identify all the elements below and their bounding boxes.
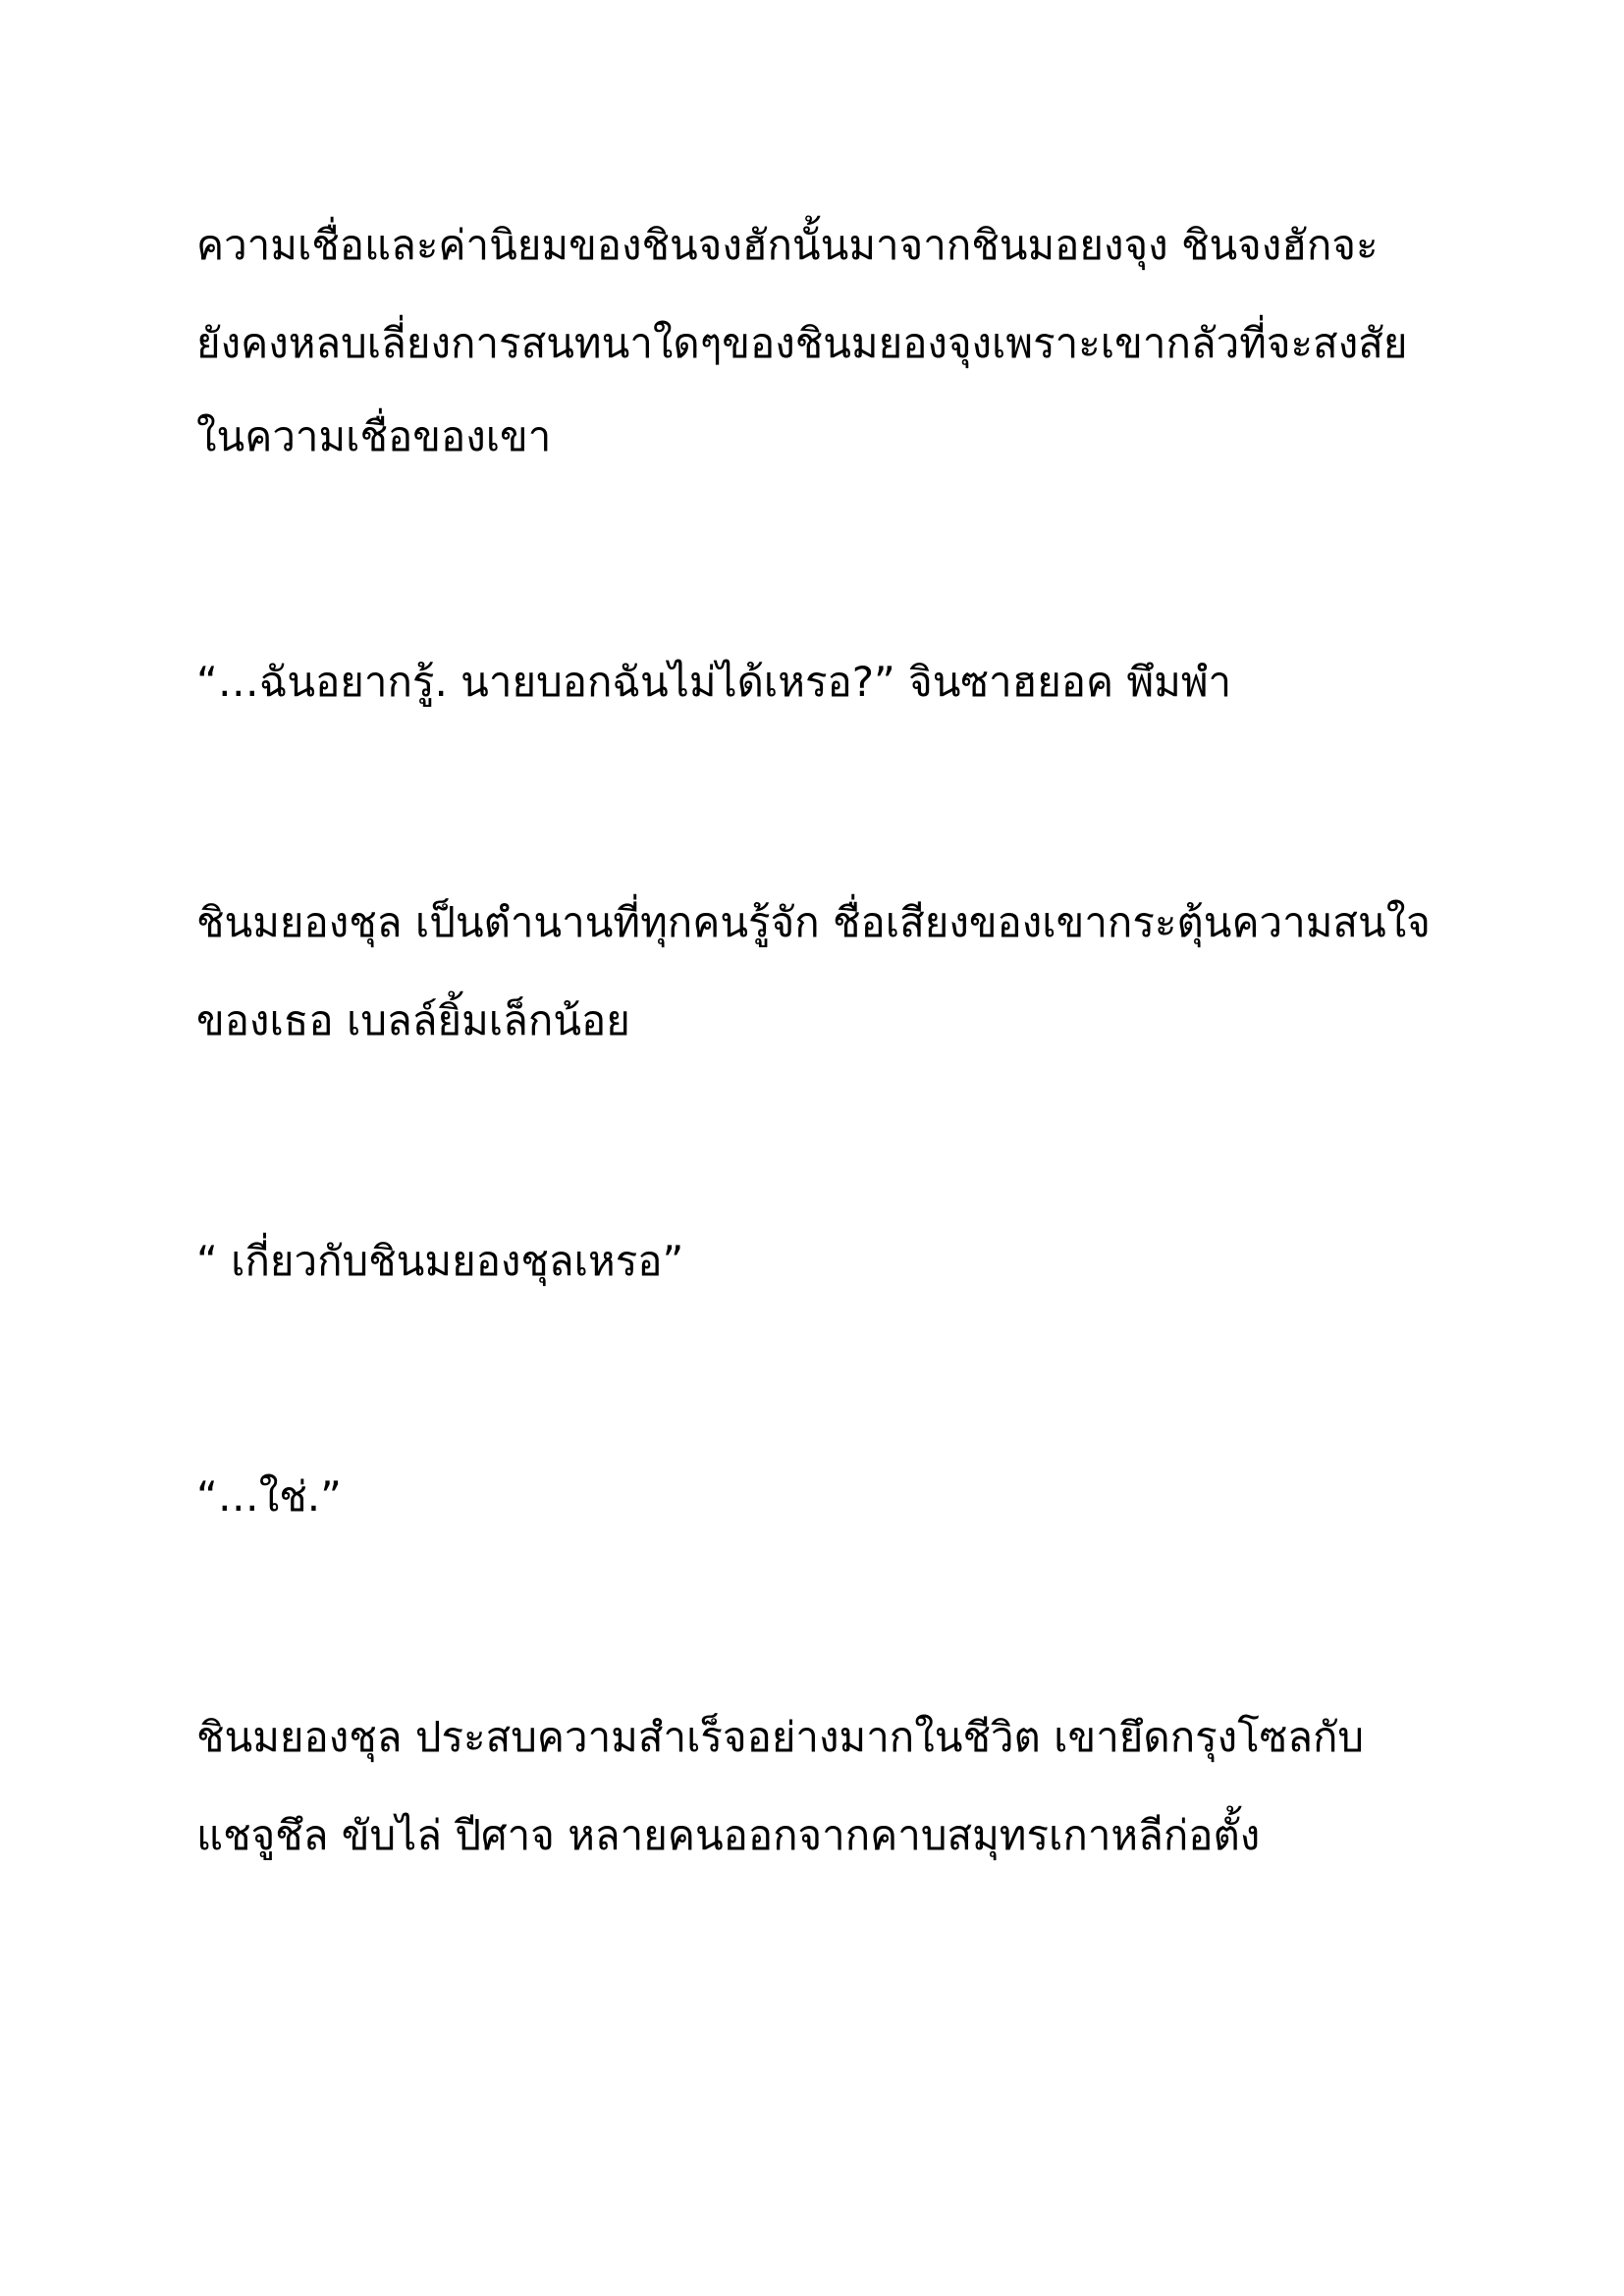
- paragraph-1-line-1: ความเชื่อและค่านิยมของชินจงฮักนั้นมาจากชินมอยงจุง ชินจงฮักจะ: [196, 221, 1379, 269]
- paragraph-2-line-1: ชินมยองชุล เป็นตำนานที่ทุกคนรู้จัก ชื่อเสียงของเขากระตุ้นความสนใจ: [196, 898, 1431, 946]
- dialogue-line-1: “…ฉันอยากรู้. นายบอกฉันไม่ได้เหรอ?” จินซาฮยอค พึมพำ: [196, 658, 1232, 706]
- dialogue-line-3: “…ใช่.”: [196, 1472, 342, 1521]
- paragraph-1-line-2: ยังคงหลบเลี่ยงการสนทนาใดๆของชินมยองจุงเพราะเขากลัวที่จะสงสัย: [196, 319, 1408, 367]
- paragraph-1-line-3: ในความเชื่อของเขา: [196, 412, 552, 460]
- paragraph-3-line-1: ชินมยองชุล ประสบความสำเร็จอย่างมากในชีวิต เขายึดกรุงโซลกับ: [196, 1713, 1365, 1761]
- paragraph-2-line-2: ของเธอ เบลล์ยิ้มเล็กน้อย: [196, 996, 630, 1044]
- dialogue-line-2: “ เกี่ยวกับชินมยองชุลเหรอ”: [196, 1237, 684, 1285]
- paragraph-3-line-2: แชจูชึล ขับไล่ ปีศาจ หลายคนออกจากคาบสมุทรเกาหลีก่อตั้ง: [196, 1811, 1261, 1859]
